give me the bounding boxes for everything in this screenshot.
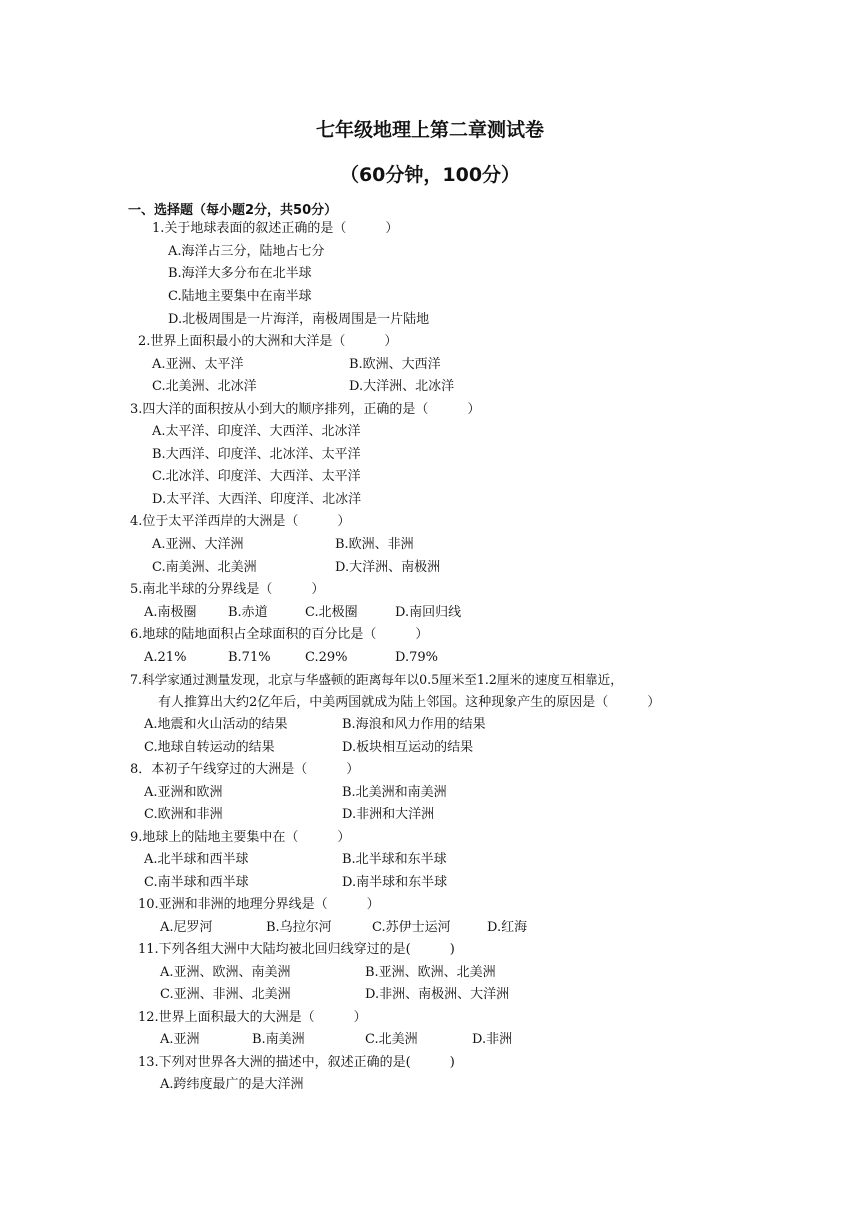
q8-option-d: D.非洲和大洋洲 — [342, 807, 435, 822]
q12-option-d: D.非洲 — [472, 1032, 513, 1047]
question-1: 1.关于地球表面的叙述正确的是（ ） — [152, 221, 399, 236]
q2-option-d: D.大洋洲、北冰洋 — [349, 379, 455, 394]
question-6: 6.地球的陆地面积占全球面积的百分比是（ ） — [130, 627, 429, 642]
q10-option-d: D.红海 — [487, 920, 528, 935]
q4-option-d: D.大洋洲、南极洲 — [335, 560, 441, 575]
q11-option-c: C.亚洲、非洲、北美洲 — [160, 987, 291, 1002]
question-10: 10.亚洲和非洲的地理分界线是（ ） — [138, 897, 380, 912]
page-subtitle: （60分钟，100分） — [339, 164, 521, 186]
q6-option-a: A.21% — [144, 650, 187, 665]
question-8: 8．本初子午线穿过的大洲是（ ） — [130, 762, 360, 777]
q10-option-b: B.乌拉尔河 — [266, 920, 332, 935]
q1-option-a: A.海洋占三分，陆地占七分 — [168, 244, 325, 259]
q4-option-c: C.南美洲、北美洲 — [152, 560, 257, 575]
q6-option-d: D.79% — [395, 650, 438, 665]
q2-option-a: A.亚洲、太平洋 — [152, 357, 244, 372]
q3-option-b: B.大西洋、印度洋、北冰洋、太平洋 — [152, 447, 361, 462]
q6-option-c: C.29% — [305, 650, 348, 665]
page-title: 七年级地理上第二章测试卷 — [315, 119, 544, 141]
q12-option-a: A.亚洲 — [160, 1032, 200, 1047]
q7-option-b: B.海浪和风力作用的结果 — [342, 717, 486, 732]
section-heading: 一、选择题（每小题2分，共50分） — [128, 203, 338, 218]
q6-option-b: B.71% — [228, 650, 271, 665]
q8-option-a: A.亚洲和欧洲 — [144, 785, 223, 800]
q11-option-b: B.亚洲、欧洲、北美洲 — [365, 965, 496, 980]
question-5: 5.南北半球的分界线是（ ） — [130, 582, 325, 597]
question-11: 11.下列各组大洲中大陆均被北回归线穿过的是( ) — [138, 942, 455, 957]
q9-option-d: D.南半球和东半球 — [342, 875, 448, 890]
q1-option-b: B.海洋大多分布在北半球 — [168, 266, 312, 281]
q12-option-b: B.南美洲 — [252, 1032, 305, 1047]
q10-option-c: C.苏伊士运河 — [372, 920, 451, 935]
q4-option-b: B.欧洲、非洲 — [335, 537, 414, 552]
q7-option-d: D.板块相互运动的结果 — [342, 740, 474, 755]
q4-option-a: A.亚洲、大洋洲 — [152, 537, 244, 552]
question-7-continued: 有人推算出大约2亿年后，中美两国就成为陆上邻国。这种现象产生的原因是（ ） — [158, 695, 661, 710]
question-9: 9.地球上的陆地主要集中在（ ） — [130, 830, 351, 845]
q5-option-d: D.南回归线 — [395, 605, 462, 620]
q12-option-c: C.北美洲 — [365, 1032, 418, 1047]
q9-option-a: A.北半球和西半球 — [144, 852, 249, 867]
question-3: 3.四大洋的面积按从小到大的顺序排列，正确的是（ ） — [130, 402, 481, 417]
q1-option-d: D.北极周围是一片海洋，南极周围是一片陆地 — [168, 312, 430, 327]
q2-option-b: B.欧洲、大西洋 — [349, 357, 441, 372]
q2-option-c: C.北美洲、北冰洋 — [152, 379, 257, 394]
q3-option-d: D.太平洋、大西洋、印度洋、北冰洋 — [152, 492, 362, 507]
q1-option-c: C.陆地主要集中在南半球 — [168, 289, 312, 304]
question-2: 2.世界上面积最小的大洲和大洋是（ ） — [138, 334, 398, 349]
q8-option-c: C.欧洲和非洲 — [144, 807, 223, 822]
q8-option-b: B.北美洲和南美洲 — [342, 785, 447, 800]
q9-option-c: C.南半球和西半球 — [144, 875, 249, 890]
question-12: 12.世界上面积最大的大洲是（ ） — [138, 1010, 367, 1025]
q7-option-a: A.地震和火山活动的结果 — [144, 717, 288, 732]
question-4: 4.位于太平洋西岸的大洲是（ ） — [130, 514, 351, 529]
q9-option-b: B.北半球和东半球 — [342, 852, 447, 867]
q13-option-a: A.跨纬度最广的是大洋洲 — [160, 1077, 304, 1092]
q11-option-a: A.亚洲、欧洲、南美洲 — [160, 965, 291, 980]
q3-option-c: C.北冰洋、印度洋、大西洋、太平洋 — [152, 469, 361, 484]
q5-option-c: C.北极圈 — [305, 605, 358, 620]
q3-option-a: A.太平洋、印度洋、大西洋、北冰洋 — [152, 424, 361, 439]
question-7: 7.科学家通过测量发现，北京与华盛顿的距离每年以0.5厘米至1.2厘米的速度互相靠近， — [130, 672, 623, 687]
q5-option-b: B.赤道 — [228, 605, 268, 620]
q11-option-d: D.非洲、南极洲、大洋洲 — [365, 987, 510, 1002]
q7-option-c: C.地球自转运动的结果 — [144, 740, 275, 755]
question-13: 13.下列对世界各大洲的描述中，叙述正确的是( ) — [138, 1055, 455, 1070]
q10-option-a: A.尼罗河 — [160, 920, 213, 935]
q5-option-a: A.南极圈 — [144, 605, 197, 620]
